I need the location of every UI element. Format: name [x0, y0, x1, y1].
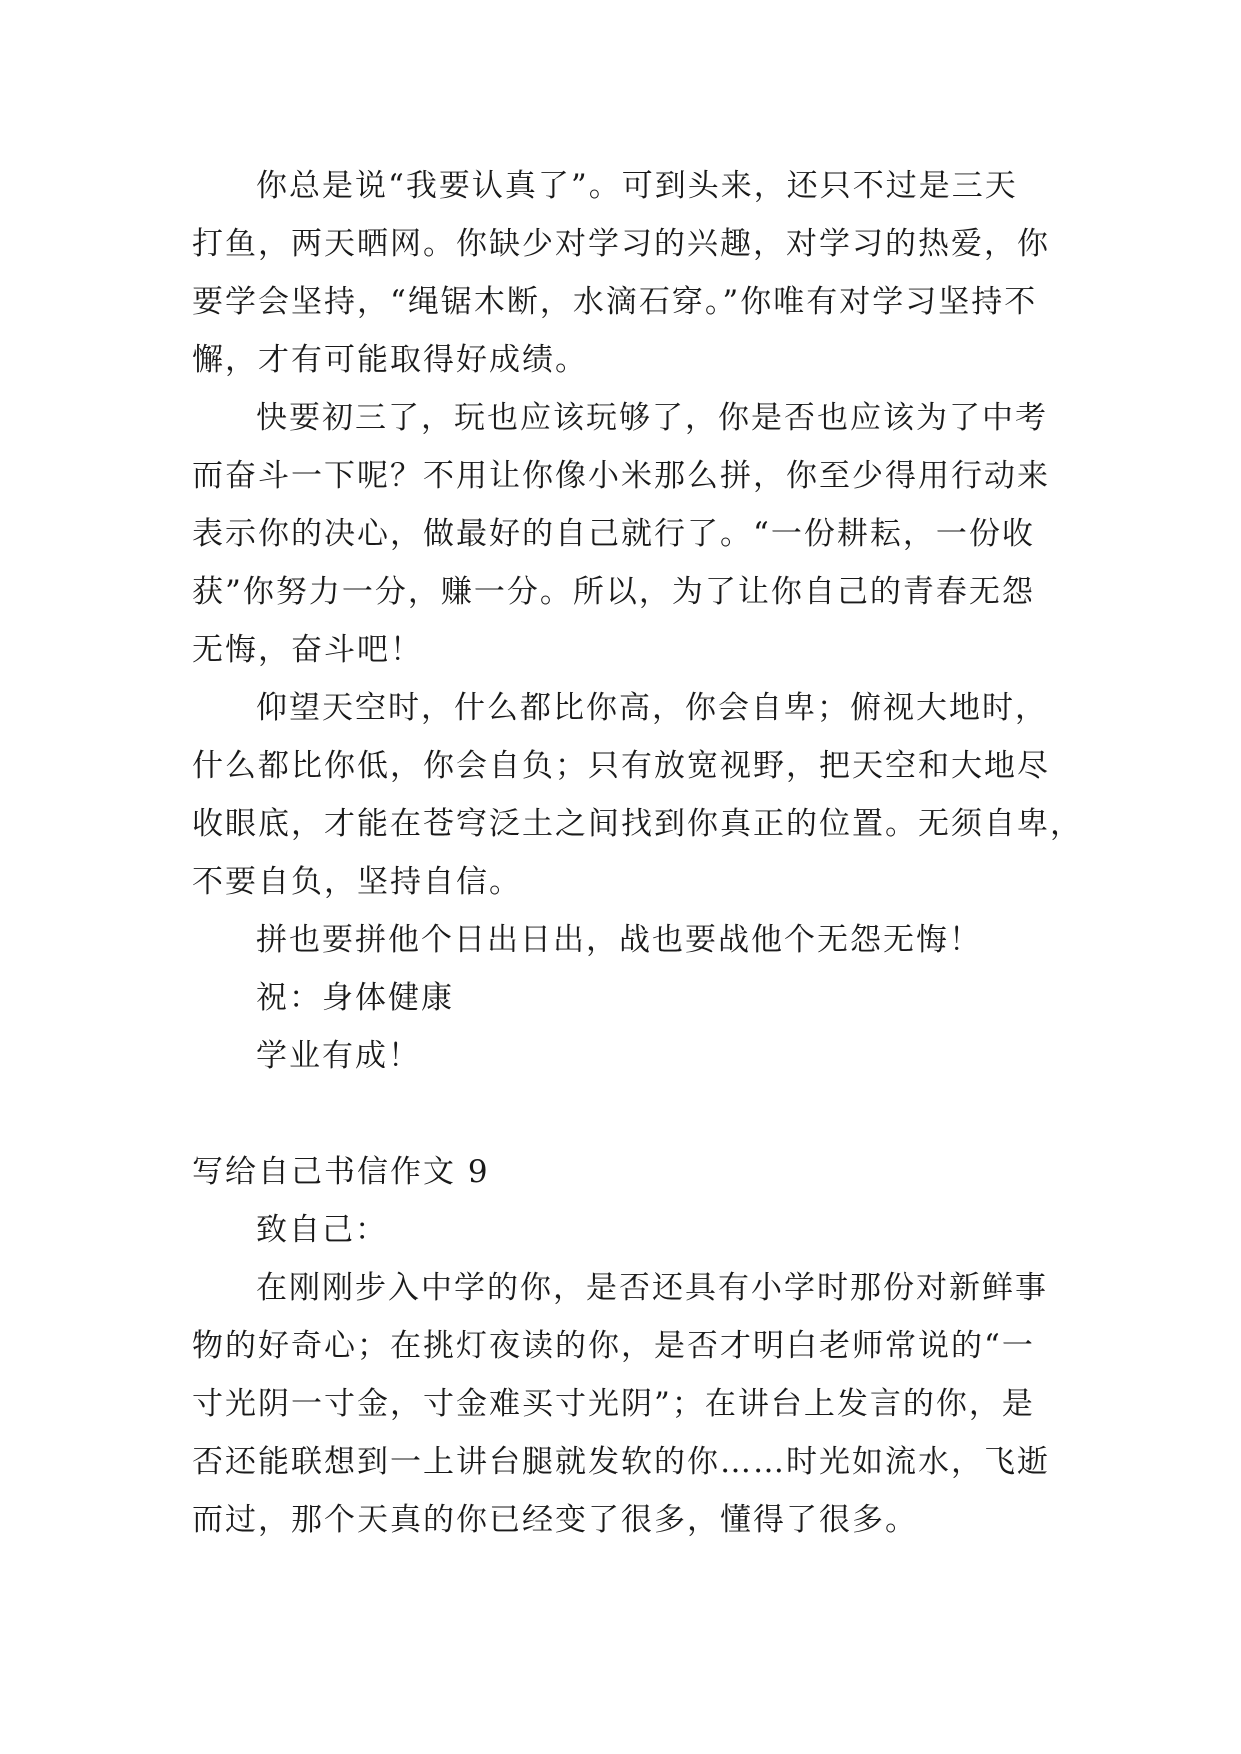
- paragraph-line: 拼也要拼他个日出日出，战也要战他个无怨无悔！: [256, 922, 982, 958]
- paragraph-line: 打鱼，两天晒网。你缺少对学习的兴趣，对学习的热爱，你: [192, 226, 1050, 262]
- paragraph-line: 而过，那个天真的你已经变了很多，懂得了很多。: [192, 1502, 918, 1538]
- closing-wish: 祝：身体健康: [256, 980, 454, 1016]
- paragraph-line: 表示你的决心，做最好的自己就行了。“一份耕耘，一份收: [192, 516, 1035, 552]
- paragraph-line: 不要自负，坚持自信。: [192, 864, 522, 900]
- paragraph-line: 在刚刚步入中学的你，是否还具有小学时那份对新鲜事: [256, 1270, 1048, 1306]
- paragraph-line: 懈，才有可能取得好成绩。: [192, 342, 588, 378]
- section-title: 写给自己书信作文 9: [192, 1154, 490, 1190]
- paragraph-line: 你总是说“我要认真了”。可到头来，还只不过是三天: [256, 168, 1018, 204]
- paragraph-line: 无悔，奋斗吧！: [192, 632, 423, 668]
- paragraph-line: 物的好奇心；在挑灯夜读的你，是否才明白老师常说的“一: [192, 1328, 1035, 1364]
- paragraph-line: 什么都比你低，你会自负；只有放宽视野，把天空和大地尽: [192, 748, 1050, 784]
- paragraph-line: 收眼底，才能在苍穹泛土之间找到你真正的位置。无须自卑，: [192, 806, 1083, 842]
- paragraph-line: 否还能联想到一上讲台腿就发软的你……时光如流水，飞逝: [192, 1444, 1050, 1480]
- paragraph-line: 快要初三了，玩也应该玩够了，你是否也应该为了中考: [256, 400, 1048, 436]
- paragraph-line: 仰望天空时，什么都比你高，你会自卑；俯视大地时，: [256, 690, 1048, 726]
- closing-wish: 学业有成！: [256, 1038, 421, 1074]
- paragraph-line: 要学会坚持，“绳锯木断，水滴石穿。”你唯有对学习坚持不: [192, 284, 1038, 320]
- paragraph-line: 而奋斗一下呢？不用让你像小米那么拼，你至少得用行动来: [192, 458, 1050, 494]
- salutation: 致自己：: [256, 1212, 388, 1248]
- paragraph-line: 获”你努力一分，赚一分。所以，为了让你自己的青春无怨: [192, 574, 1035, 610]
- paragraph-line: 寸光阴一寸金，寸金难买寸光阴”；在讲台上发言的你，是: [192, 1386, 1035, 1422]
